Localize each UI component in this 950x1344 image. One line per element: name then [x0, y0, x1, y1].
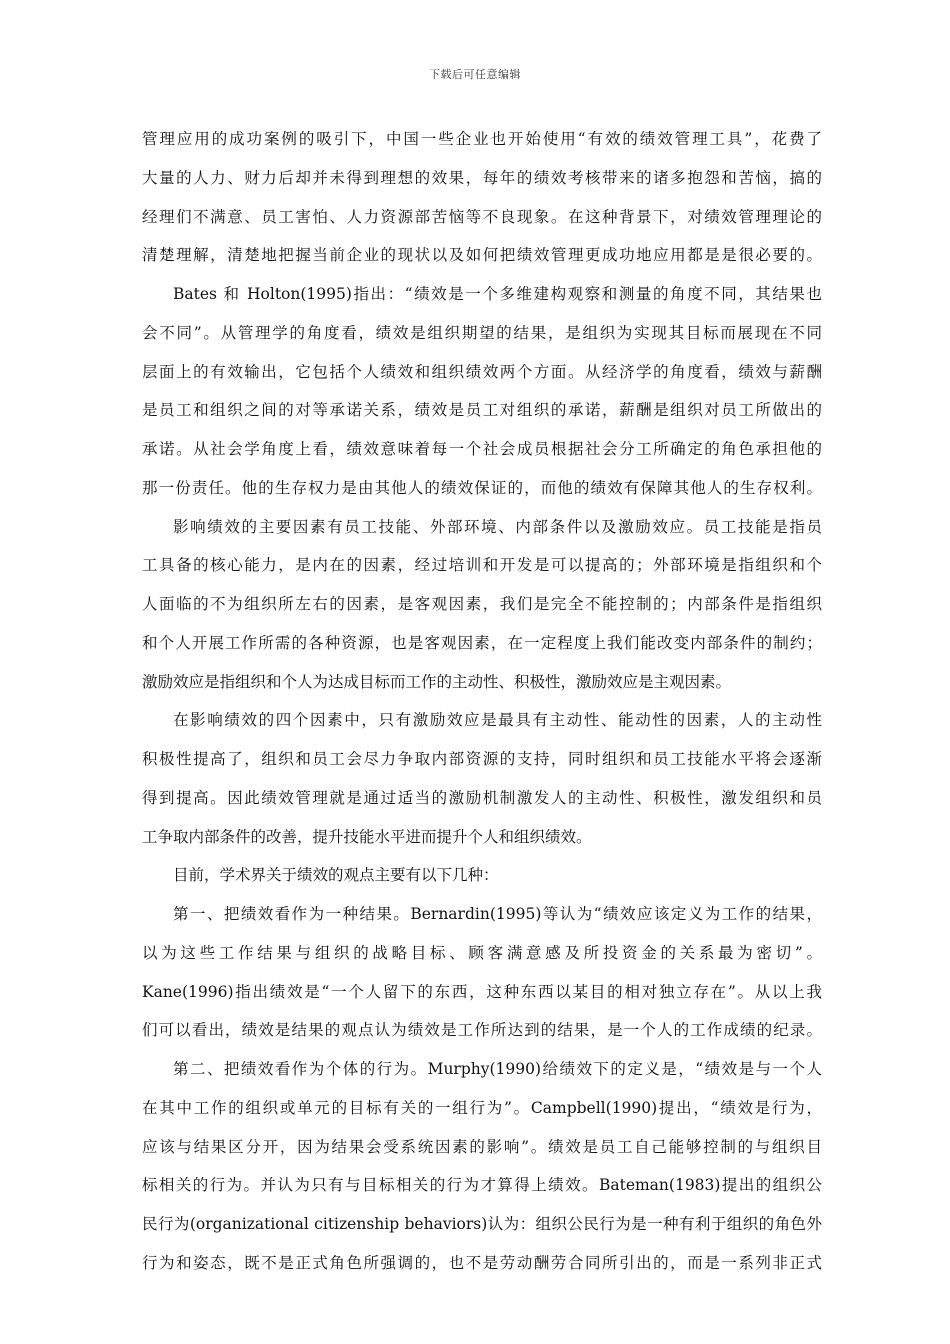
paragraph — [142, 701, 822, 856]
text-line: 标相关的行为。并认为只有与目标相关的行为才算得上绩效。Bateman(1983)提出的组织公 — [142, 1176, 822, 1195]
text-line: 行为和姿态，既不是正式角色所强调的，也不是劳动酬劳合同所引出的，而是一系列非正式 — [142, 1253, 822, 1272]
text-line: 大量的人力、财力后却并未得到理想的效果，每年的绩效考核带来的诸多抱怨和苦恼，搞的 — [142, 168, 822, 187]
body-text — [142, 120, 822, 1283]
paragraph — [142, 856, 822, 895]
text-line: 第一、把绩效看作为一种结果。Bernardin(1995)等认为“绩效应该定义为工作的结果， — [173, 905, 822, 923]
text-line: 应该与结果区分开，因为结果会受系统因素的影响”。绩效是员工自己能够控制的与组织目 — [142, 1137, 822, 1156]
paragraph — [142, 895, 822, 1050]
text-line: 第二、把绩效看作为个体的行为。Murphy(1990)给绩效下的定义是，“绩效是与一个人 — [173, 1060, 822, 1078]
paragraph — [142, 1050, 822, 1283]
text-line: 清楚理解，清楚地把握当前企业的现状以及如何把绩效管理更成功地应用都是是很必要的。 — [142, 246, 822, 265]
text-line: 得到提高。因此绩效管理就是通过适当的激励机制激发人的主动性、积极性，激发组织和员 — [142, 788, 822, 807]
text-line: 经理们不满意、员工害怕、人力资源部苦恼等不良现象。在这种背景下，对绩效管理理论的 — [142, 207, 822, 226]
text-line: 在影响绩效的四个因素中，只有激励效应是最具有主动性、能动性的因素，人的主动性 — [173, 711, 822, 730]
text-line: 和个人开展工作所需的各种资源，也是客观因素，在一定程度上我们能改变内部条件的制约； — [142, 633, 822, 652]
text-line: 以为这些工作结果与组织的战略目标、顾客满意感及所投资金的关系最为密切”。 — [142, 943, 822, 962]
text-line: Kane(1996)指出绩效是“一个人留下的东西，这种东西以某目的相对独立存在”。从以上我 — [142, 982, 822, 1001]
text-line: 目前，学术界关于绩效的观点主要有以下几种： — [173, 866, 499, 885]
text-line: 工具备的核心能力，是内在的因素，经过培训和开发是可以提高的；外部环境是指组织和个 — [142, 556, 822, 575]
text-line: 工争取内部条件的改善，提升技能水平进而提升个人和组织绩效。 — [142, 827, 592, 846]
text-line: 激励效应是指组织和个人为达成目标而工作的主动性、积极性，激励效应是主观因素。 — [142, 672, 732, 691]
page-header: 下载后可任意编辑 — [429, 68, 521, 81]
text-line: 会不同”。从管理学的角度看，绩效是组织期望的结果，是组织为实现其目标而展现在不同 — [142, 323, 822, 342]
paragraph — [142, 508, 822, 702]
text-line: 影响绩效的主要因素有员工技能、外部环境、内部条件以及激励效应。员工技能是指员 — [173, 517, 822, 536]
text-line: 层面上的有效输出，它包括个人绩效和组织绩效两个方面。从经济学的角度看，绩效与薪酬 — [142, 362, 822, 381]
text-line: 管理应用的成功案例的吸引下，中国一些企业也开始使用“有效的绩效管理工具”，花费了 — [142, 130, 822, 148]
text-line: 人面临的不为组织所左右的因素，是客观因素，我们是完全不能控制的；内部条件是指组织 — [142, 595, 822, 613]
text-line: 在其中工作的组织或单元的目标有关的一组行为”。Campbell(1990)提出，“绩效是行为， — [142, 1098, 822, 1117]
text-line: 们可以看出，绩效是结果的观点认为绩效是工作所达到的结果，是一个人的工作成绩的纪录。 — [142, 1021, 822, 1040]
text-line: Bates 和 Holton(1995)指出：“绩效是一个多维建构观察和测量的角度不同，其结果也 — [173, 285, 822, 303]
text-line: 是员工和组织之间的对等承诺关系，绩效是员工对组织的承诺，薪酬是组织对员工所做出的 — [142, 401, 822, 420]
text-line: 承诺。从社会学角度上看，绩效意味着每一个社会成员根据社会分工所确定的角色承担他的 — [142, 440, 822, 458]
paragraph — [142, 120, 822, 275]
text-line: 那一份责任。他的生存权力是由其他人的绩效保证的，而他的绩效有保障其他人的生存权利。 — [142, 478, 822, 497]
text-line: 民行为(organizational citizenship behaviors)认为：组织公民行为是一种有利于组织的角色外 — [142, 1215, 822, 1233]
text-line: 积极性提高了，组织和员工会尽力争取内部资源的支持，同时组织和员工技能水平将会逐渐 — [142, 750, 822, 768]
paragraph — [142, 275, 822, 508]
